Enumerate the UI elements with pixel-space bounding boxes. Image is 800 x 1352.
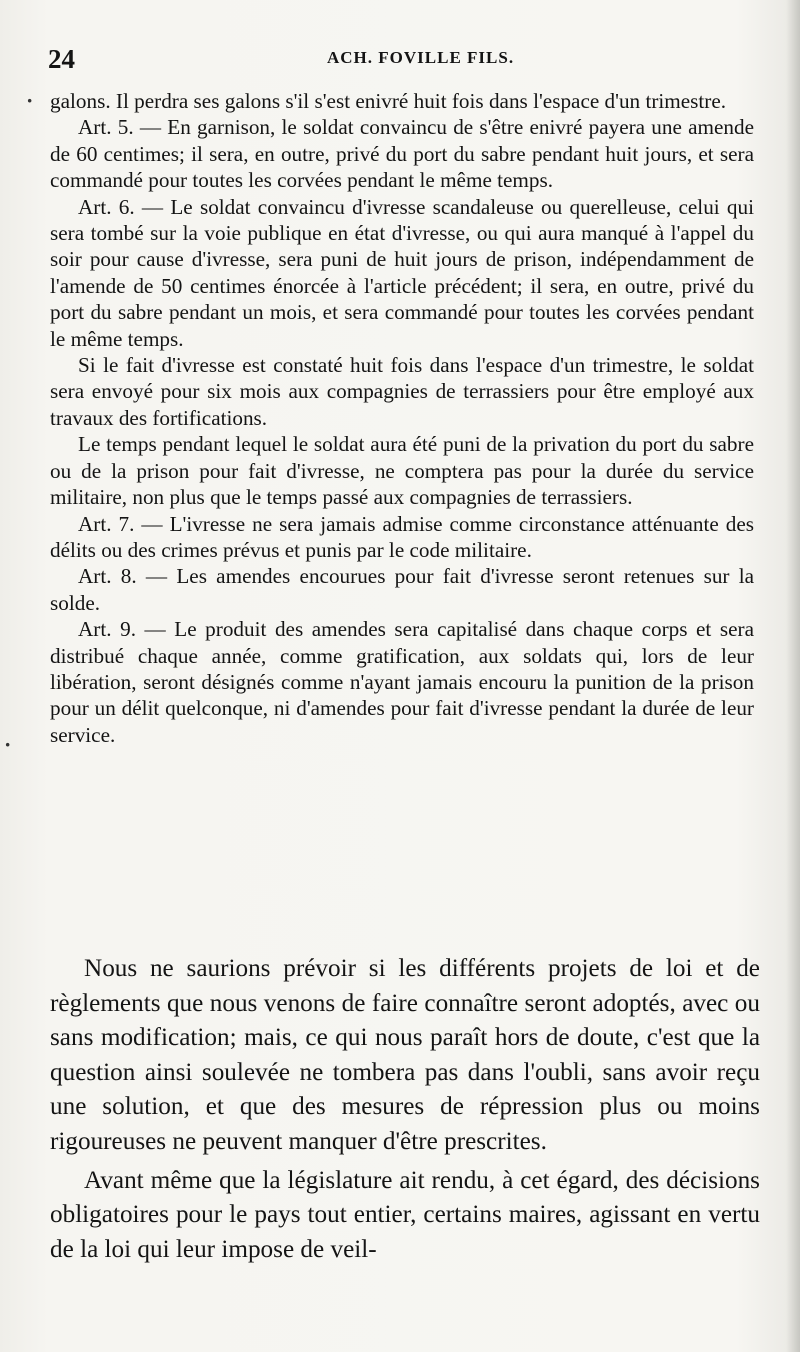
- margin-dot-mark: ·: [26, 88, 34, 113]
- article-8: Art. 8. — Les amendes encourues pour fait d'ivresse seront retenues sur la solde.: [50, 564, 754, 615]
- paragraph: Nous ne saurions prévoir si les différents projets de loi et de règlements que nous venons de faire connaître seront adoptés, avec ou sans modification; mais, ce qui nous paraît hors de doute, c'est que la question ainsi soulevée ne tombera pas dans l'oubli, sans avoir reçu une solution, et que des mesures de répression plus ou moins rigoureuses ne peuvent manquer d'être prescrites.: [50, 955, 760, 1155]
- page-number: 24: [48, 44, 75, 74]
- article-7: Art. 7. — L'ivresse ne sera jamais admise comme circonstance atténuante des délits ou des crimes prévus et punis par le code militaire.: [50, 511, 754, 562]
- paragraph: Si le fait d'ivresse est constaté huit fois dans l'espace d'un trimestre, le soldat sera envoyé pour six mois aux compagnies de terrassiers pour être employé aux travaux des fortifications.: [50, 353, 754, 430]
- article-9: Art. 9. — Le produit des amendes sera capitalisé dans chaque corps et sera distribué chaque année, comme gratification, aux soldats qui, lors de leur libération, seront désignés comme n'ayant jamais encouru la punition de la prison pour un délit quelconque, ni d'amendes pour fait d'ivresse pendant la durée de leur service.: [50, 617, 754, 747]
- paragraph: Le temps pendant lequel le soldat aura été puni de la privation du port du sabre ou de la prison pour fait d'ivresse, ne comptera pas pour la durée du service militaire, non plus que le temps passé aux compagnies de terrassiers.: [50, 432, 754, 510]
- paragraph: Avant même que la législature ait rendu, à cet égard, des décisions obligatoires pour le pays tout entier, certains maires, agissant en vertu de la loi qui leur impose de veil-: [50, 1166, 760, 1263]
- margin-dot-mark: ·: [4, 732, 12, 757]
- page-header: [44, 44, 754, 74]
- paragraph: galons. Il perdra ses galons s'il s'est enivré huit fois dans l'espace d'un trimestre.: [50, 89, 727, 113]
- article-5: Art. 5. — En garnison, le soldat convaincu de s'être enivré payera une amende de 60 centimes; il sera, en outre, privé du port du sabre pendant huit jours, et sera commandé pour toutes les corvées pendant le même temps.: [50, 115, 754, 193]
- running-head: ACH. FOVILLE FILS.: [327, 48, 515, 67]
- article-6: Art. 6. — Le soldat convaincu d'ivresse scandaleuse ou querelleuse, celui qui sera tombé sur la voie publique en état d'ivresse, ou qui aura manqué à l'appel du soir pour cause d'ivresse, sera puni de huit jours de prison, indépendamment de l'amende de 50 centimes énorcée à l'article précédent; il sera, en outre, privé du port du sabre pendant un mois, et sera commandé pour toutes les corvées pendant le même temps.: [50, 194, 754, 351]
- body-text-section: [50, 952, 760, 1267]
- articles-section: [50, 88, 754, 748]
